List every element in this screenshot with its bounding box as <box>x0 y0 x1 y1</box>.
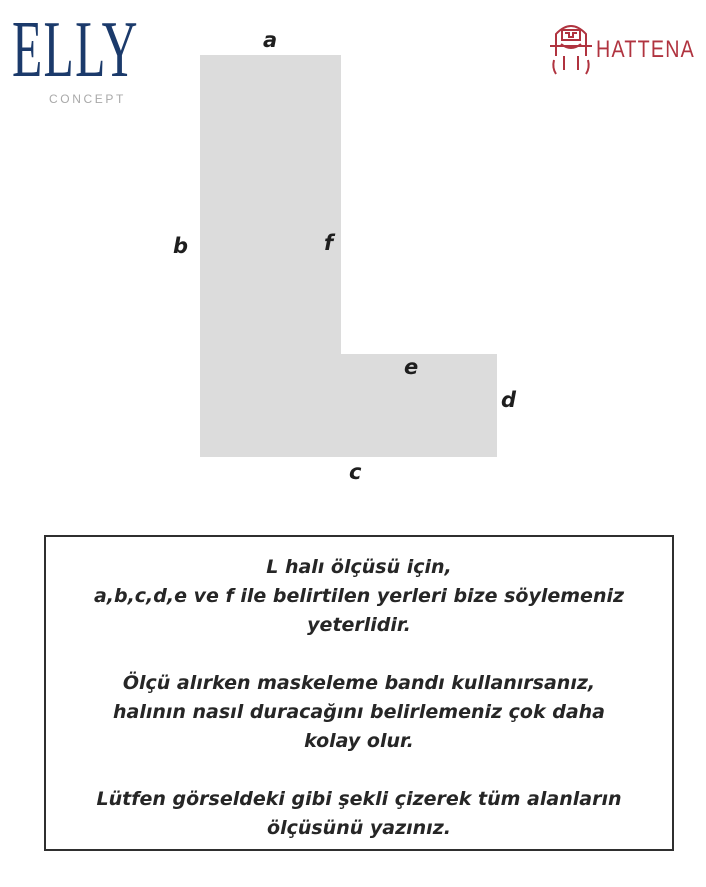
instruction-line: Ölçü alırken maskeleme bandı kullanırsanız, <box>122 672 596 694</box>
elly-wordmark: ELLY <box>12 6 139 94</box>
elly-tagline: CONCEPT <box>49 92 126 106</box>
instructions-paragraph-2 <box>46 669 672 756</box>
label-b: b <box>173 234 189 258</box>
instruction-line: halının nasıl duracağını belirlemeniz çok daha <box>112 701 606 723</box>
instruction-line: L halı ölçüsü için, <box>266 556 452 578</box>
hattena-wordmark: HATTENA <box>596 36 696 63</box>
instruction-line: Lütfen görseldeki gibi şekli çizerek tüm alanların <box>96 788 622 810</box>
l-shape <box>200 55 497 457</box>
label-a: a <box>263 28 278 52</box>
instruction-line: yeterlidir. <box>307 614 411 636</box>
instructions-box <box>44 535 674 851</box>
instructions-paragraph-3 <box>46 785 672 843</box>
instructions-paragraph-1 <box>46 553 672 640</box>
instruction-line: kolay olur. <box>304 730 414 752</box>
label-d: d <box>501 388 517 412</box>
label-c: c <box>349 460 362 484</box>
instruction-line: ölçüsünü yazınız. <box>267 817 451 839</box>
instruction-line: a,b,c,d,e ve f ile belirtilen yerleri bize söylemeniz <box>93 585 625 607</box>
label-f: f <box>324 231 334 255</box>
label-e: e <box>404 355 419 379</box>
